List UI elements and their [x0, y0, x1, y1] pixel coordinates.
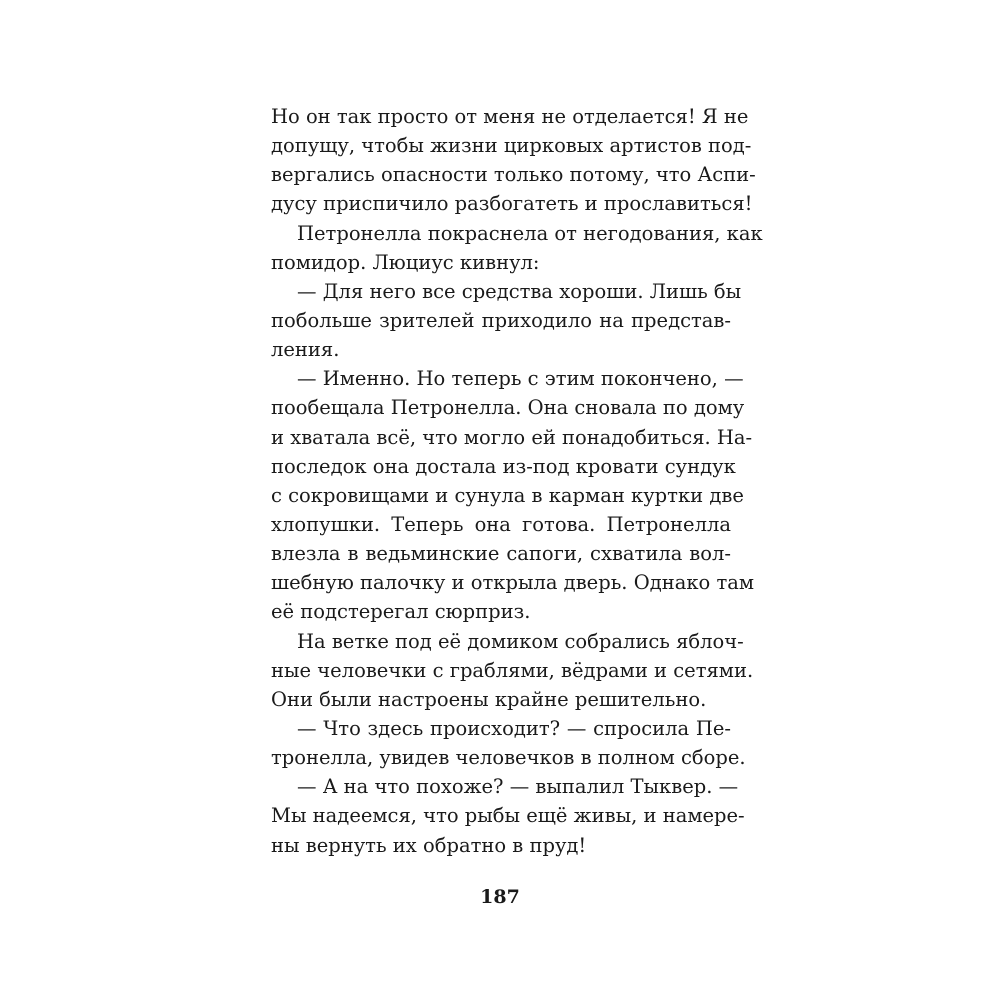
text-line: шебную палочку и открыла дверь. Однако там — [271, 571, 755, 595]
text-line: — Именно. Но теперь с этим покончено, — — [297, 367, 744, 391]
text-line: Но он так просто от меня не отделается! Я не — [271, 105, 749, 128]
text-line: тронелла, увидев человечков в полном сборе. — [271, 746, 746, 770]
text-line: ления. — [271, 338, 340, 362]
text-line: — Для него все средства хороши. Лишь бы — [297, 279, 742, 303]
text-line: дусу приспичило разбогатеть и прославиться! — [271, 192, 753, 216]
text-line: Они были настроены крайне решительно. — [271, 687, 707, 711]
text-line: побольше зрителей приходило на представ- — [271, 308, 731, 332]
body-text — [271, 102, 763, 860]
page-number: 187 — [480, 886, 520, 908]
text-line: На ветке под её домиком собрались яблоч- — [297, 629, 744, 653]
text-line: с сокровищами и сунула в карман куртки две — [271, 483, 744, 507]
text-line: помидор. Люциус кивнул: — [271, 250, 540, 274]
text-line: вергались опасности только потому, что Аспи- — [271, 163, 756, 187]
text-line: допущу, чтобы жизни цирковых артистов под- — [271, 134, 752, 158]
text-line: — А на что похоже? — выпалил Тыквер. — — [297, 775, 739, 799]
text-line: хлопушки. Теперь она готова. Петронелла — [271, 512, 731, 536]
text-line: ные человечки с граблями, вёдрами и сетями. — [271, 658, 754, 682]
text-line: её подстерегал сюрприз. — [271, 600, 531, 624]
text-line: ны вернуть их обратно в пруд! — [271, 833, 587, 857]
text-line: Мы надеемся, что рыбы ещё живы, и намере- — [271, 804, 745, 828]
text-line: пообещала Петронелла. Она сновала по дому — [271, 396, 745, 420]
text-line: — Что здесь происходит? — спросила Пе- — [297, 716, 731, 740]
text-line: последок она достала из-под кровати сундук — [271, 454, 736, 478]
text-line: влезла в ведьминские сапоги, схватила вол- — [271, 542, 731, 566]
text-line: Петронелла покраснела от негодования, как — [297, 221, 763, 245]
text-line: и хватала всё, что могло ей понадобиться. На- — [271, 425, 753, 449]
